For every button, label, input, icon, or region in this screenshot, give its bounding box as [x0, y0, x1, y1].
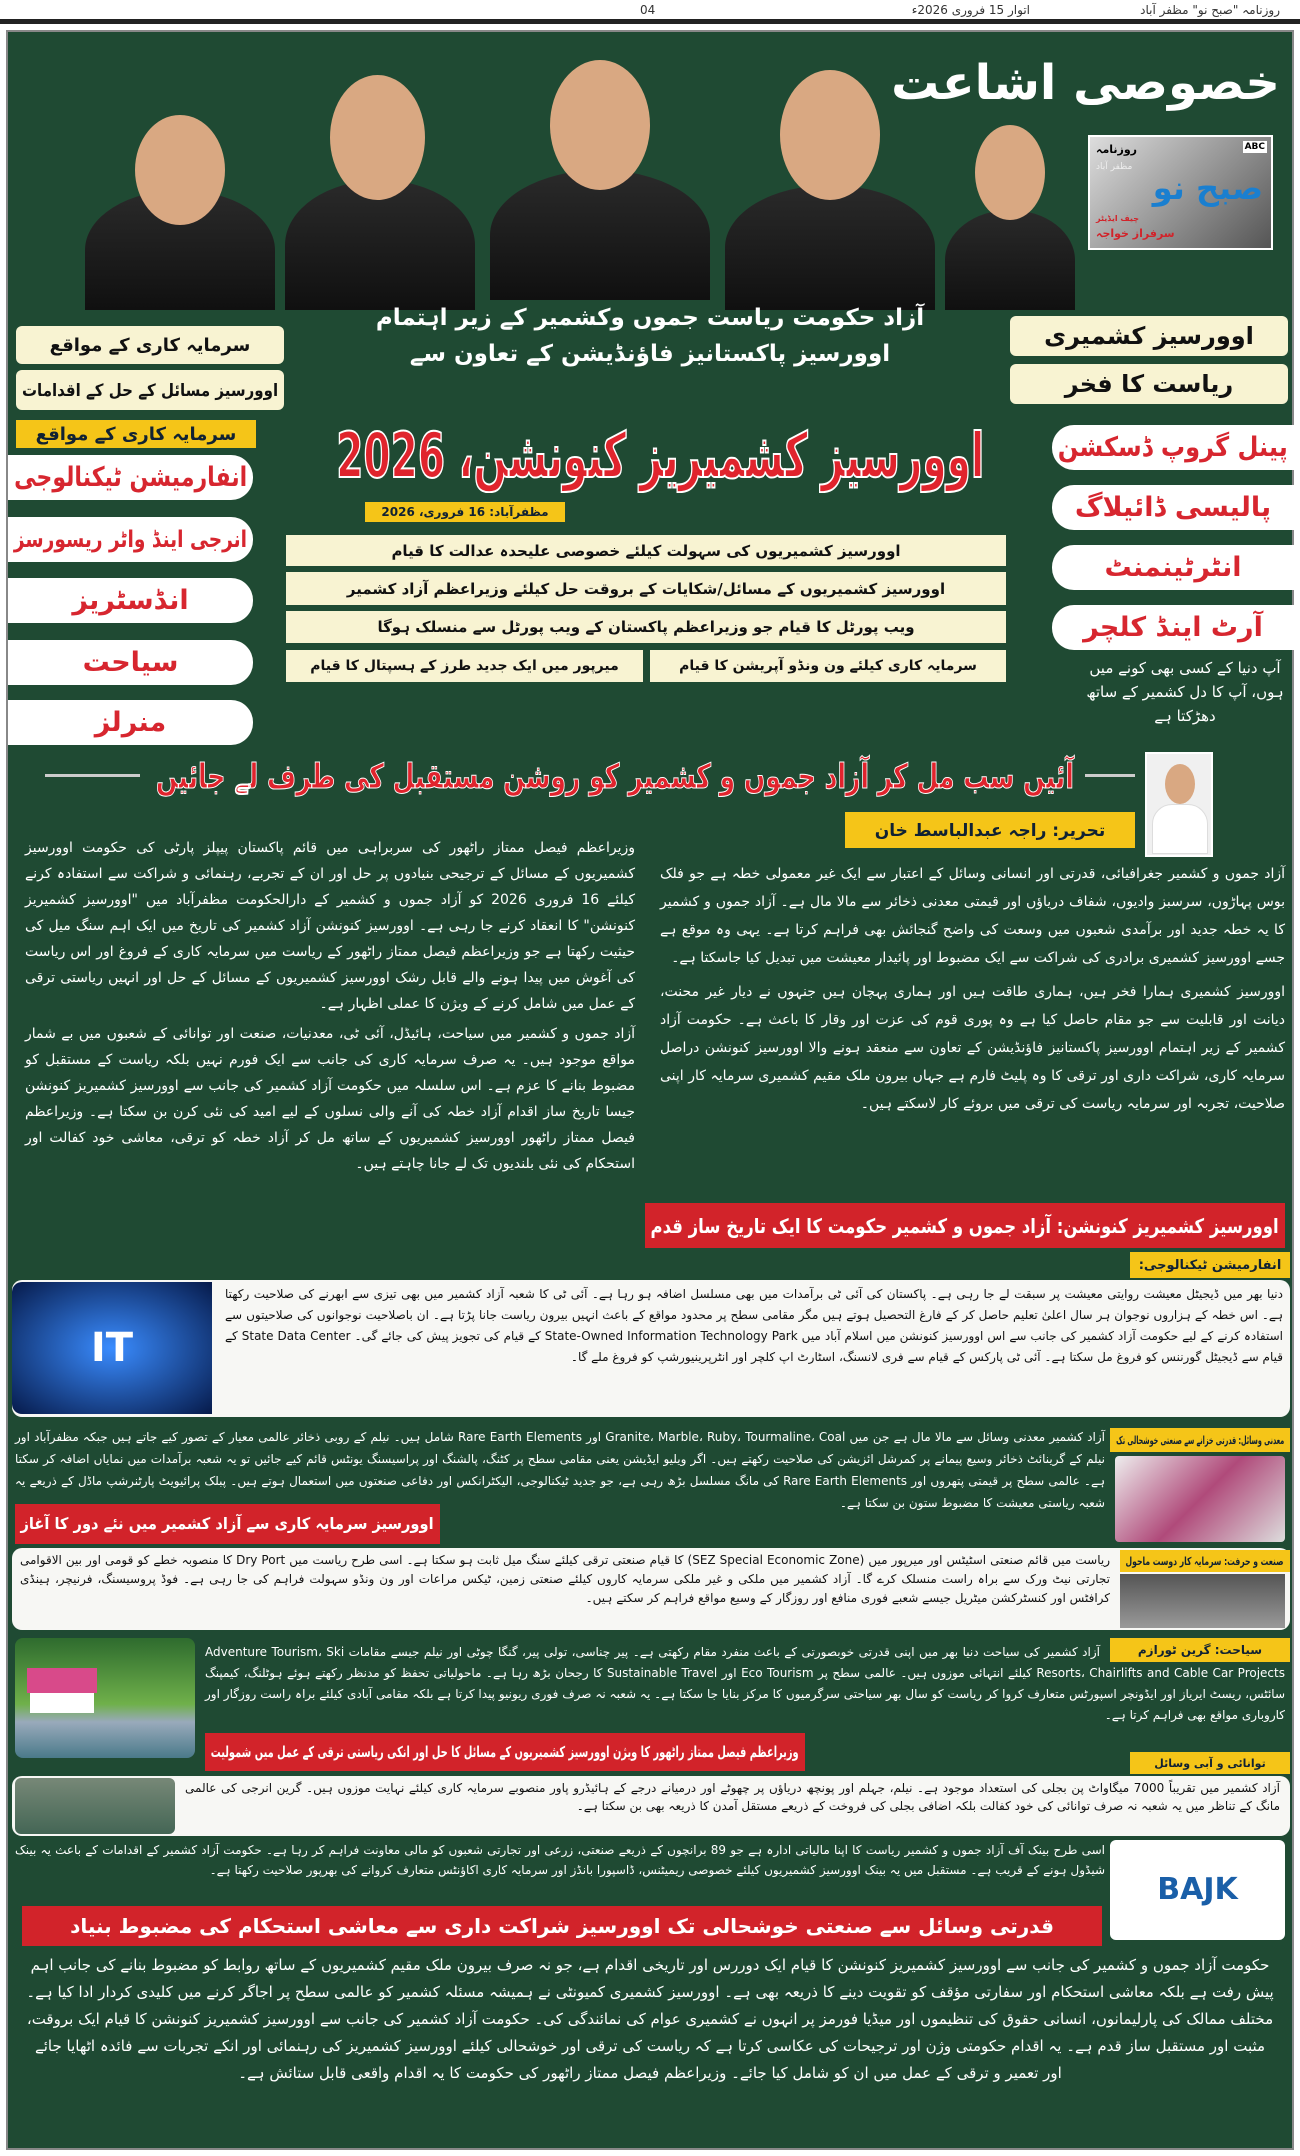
right-box-1	[1010, 316, 1288, 356]
special-edition-title: خصوصی اشاعت	[891, 55, 1280, 111]
opportunity-it	[8, 455, 253, 500]
opportunity-industries-text: انڈسٹریز	[72, 584, 189, 616]
leader-photo-1	[75, 100, 285, 310]
events-tagline: آپ دنیا کے کسی بھی کونے میں ہوں، آپ کا دل کشمیر کے ساتھ دھڑکتا ہے	[1086, 659, 1284, 725]
banner-historic-step	[645, 1203, 1285, 1248]
headline-text: آئیں سب مل کر آزاد جموں و کشمیر کو روشن مستقبل کی طرف لے جائیں	[155, 756, 1075, 797]
highlight-2	[286, 572, 1006, 605]
bajk-logo: BAJK	[1110, 1840, 1285, 1940]
section-label-minerals	[1110, 1428, 1290, 1452]
opportunity-energy	[8, 517, 253, 562]
opportunity-minerals-text: منرلز	[94, 706, 167, 738]
left-box-2-text: اوورسیز مسائل کے حل کے اقدامات	[21, 380, 279, 401]
logo-editor: سرفراز خواجہ	[1096, 227, 1175, 240]
banner-economic-foundation	[22, 1906, 1102, 1946]
right-box-2	[1010, 364, 1288, 404]
opportunity-it-text: انفارمیشن ٹیکنالوجی	[13, 461, 248, 493]
highlight-1	[286, 535, 1006, 566]
article-right-column	[660, 860, 1285, 1118]
section-label-it-text: انفارمیشن ٹیکنالوجی:	[1138, 1257, 1282, 1273]
highlight-3-text: ویب پورٹل کا قیام جو وزیراعظم پاکستان کے ویب پورٹل سے منسلک ہوگا	[377, 618, 915, 636]
highlight-4-text: سرمایہ کاری کیلئے ون ونڈو آپریشن کا قیام	[679, 658, 977, 674]
opportunities-heading	[16, 420, 256, 448]
event-art-culture	[1052, 605, 1294, 650]
date-tag-text: مظفرآباد: 16 فروری، 2026	[381, 505, 549, 519]
tourism-image	[15, 1638, 195, 1758]
spacer	[1100, 1642, 1285, 1663]
banner-new-era-text: اوورسیز سرمایہ کاری سے آزاد کشمیر میں نئے دور کا آغاز	[20, 1514, 435, 1533]
opportunities-heading-text: سرمایہ کاری کے مواقع	[35, 423, 237, 445]
intro-line-2	[300, 336, 1000, 372]
leader-photo-3	[480, 50, 720, 300]
left-box-2	[16, 370, 284, 410]
section-label-energy	[1130, 1752, 1290, 1774]
section-industry-text: ریاست میں قائم صنعتی اسٹیٹس اور میرپور میں (SEZ Special Economic Zone) کا قیام صنعتی ترقی کیلئے سنگ میل ثابت ہو سکتا ہے۔ اسی طرح ریاست میں Dry Port کا منصوبہ خطے کو قومی اور بین الاقوامی تجارتی نیٹ ورک سے براہ راست منسلک کرے گا۔ آزاد کشمیر میں ملکی و غیر ملکی سرمایہ کاروں کیلئے صنعتی زمین، ٹیکس مراعات اور ون ونڈو سہولت فراہم کی جا رہی ہے۔ فوڈ پروسیسنگ، فرنیچر، ہینڈی کرافٹس اور کنسٹرکشن میٹریل جیسے شعبے فوری منافع اور روزگار کے وسیع مواقع فراہم کر سکتے ہیں۔	[20, 1553, 1110, 1605]
intro-line-1	[300, 300, 1000, 336]
divider	[1085, 774, 1135, 777]
section-label-it	[1130, 1252, 1290, 1278]
article-right-p1: آزاد جموں و کشمیر جغرافیائی، قدرتی اور انسانی وسائل کے اعتبار سے ایک غیر معمولی خطہ ہے جو فلک بوس پہاڑوں، سرسبز وادیوں، شفاف دریاؤں اور قیمتی معدنی ذخائر سے مالا مال ہے۔ آزاد جموں و کشمیر کا یہ خطہ جدید اور برآمدی شعبوں میں وسعت کی واضح گنجائش بھی فراہم کرتا ہے۔ یہی وہ موقع ہے جسے اوورسیز کشمیری برادری کی شراکت سے ایک مضبوط اور پائیدار معیشت میں تبدیل کیا جاسکتا ہے۔	[660, 866, 1285, 966]
dam-image	[15, 1778, 175, 1834]
page-number: 04	[640, 3, 656, 17]
byline-text: تحریر: راجہ عبدالباسط خان	[874, 820, 1106, 841]
logo-editor-label: چیف ایڈیٹر	[1096, 214, 1139, 223]
event-art-culture-text: آرٹ اینڈ کلچر	[1083, 611, 1263, 643]
intro	[300, 300, 1000, 372]
highlight-4	[650, 650, 1006, 682]
intro-line-1-text: آزاد حکومت ریاست جموں وکشمیر کے زیر اہتمام	[375, 305, 925, 331]
opportunity-energy-text: انرجی اینڈ واٹر ریسورسز	[13, 526, 248, 553]
highlight-3	[286, 611, 1006, 643]
section-label-industry-text: صنعت و حرفت: سرمایہ کار دوست ماحول	[1125, 1554, 1285, 1568]
highlight-5-text: میرپور میں ایک جدید طرز کے ہسپتال کا قیام	[310, 658, 619, 674]
event-panel-discussion	[1052, 425, 1294, 470]
date-tag	[365, 502, 565, 522]
section-tourism-text: آزاد کشمیر کی سیاحت دنیا بھر میں اپنی قدرتی خوبصورتی کے باعث منفرد مقام رکھتی ہے۔ پیر چناسی، تولی پیر، گنگا چوٹی اور نیلم جیسے مقامات Adventure Tourism، Ski Resorts، Chairlifts and Cable Car Projects کیلئے انتہائی موزوں ہیں۔ عالمی سطح پر Eco Tourism اور Sustainable Travel کا رجحان بڑھ رہا ہے۔ ماحولیاتی تحفظ کو مدنظر رکھتے ہوئے ہوٹلنگ، کیمپنگ سائٹس، ریسٹ ایریاز اور ایڈونچر اسپورٹس متعارف کروا کر ریاست کو سال بھر سیاحتی سرگرمیوں کا مرکز بنایا جا سکتا ہے۔ یہ شعبہ نہ صرف فوری ریونیو پیدا کرتا ہے بلکہ مقامی آبادی کیلئے براہ راست روزگار اور کاروباری مواقع بھی فراہم کرتا ہے۔	[205, 1645, 1285, 1722]
banner-pm-vision-text: وزیراعظم فیصل ممتاز راٹھور کا ویژن اوورسیز کشمیریوں کے مسائل کا حل اور انکی ریاستی ترقی کے عمل میں شمولیت	[211, 1742, 799, 1761]
intro-line-2-text: اوورسیز پاکستانیز فاؤنڈیشن کے تعاون سے	[409, 341, 891, 367]
conclusion: حکومت آزاد جموں و کشمیر کی جانب سے اوورسیز کشمیریز کنونشن کا قیام ایک دوررس اور تاریخی اقدام ہے، جو نہ صرف بیرون ملک مقیم کشمیریوں کے ساتھ روابط کو مضبوط بنانے کی جانب اہم پیش رفت ہے بلکہ معاشی استحکام اور سفارتی مؤقف کو تقویت دینے کا ذریعہ بھی ہے۔ اوورسیز کشمیری کمیونٹی نے ہمیشہ مسئلہ کشمیر کو عالمی سطح پر اجاگر کرنے میں کلیدی کردار ادا کیا ہے۔ مختلف ممالک کی پارلیمانوں، انسانی حقوق کی تنظیموں اور میڈیا فورمز پر انہوں نے کشمیری عوام کی نمائندگی کی۔ حکومت آزاد کشمیر کی جانب سے اوورسیز کشمیریز کنونشن کا قیام ایک بروقت، مثبت اور مستقبل ساز قدم ہے۔ یہ اقدام حکومتی وژن اور ترجیحات کی عکاسی کرتا ہے کہ ریاست کی ترقی اور خوشحالی کیلئے اوورسیز کشمیریز کی رہنمائی اور انکے تجربات سے فائدہ اٹھایا جائے اور تعمیر و ترقی کے عمل میں ان کو شامل کیا جائے۔ وزیراعظم فیصل ممتاز راٹھور کی حکومت کا یہ اقدام واقعی قابل ستائش ہے۔	[26, 1956, 1274, 2082]
ruby-image	[1115, 1456, 1285, 1542]
section-energy-text: آزاد کشمیر میں تقریباً 7000 میگاواٹ پن بجلی کی استعداد موجود ہے۔ نیلم، جہلم اور پونچھ دریاؤں پر چھوٹے اور درمیانے درجے کے ہائیڈرو پاور منصوبے سرمایہ کاری کیلئے نہایت موزوں ہیں۔ گرین انرجی کی عالمی مانگ کے تناظر میں یہ شعبہ نہ صرف توانائی کی خود کفالت بلکہ اضافی بجلی کی فروخت کے ذریعے مستقل آمدن کا ذریعہ بھی بن سکتا ہے۔	[185, 1781, 1280, 1813]
banner-historic-step-text: اوورسیز کشمیریز کنونشن: آزاد جموں و کشمیر حکومت کا ایک تاریخ ساز قدم	[650, 1213, 1280, 1238]
banner-economic-foundation-text: قدرتی وسائل سے صنعتی خوشحالی تک اوورسیز شراکت داری سے معاشی استحکام کی مضبوط بنیاد	[70, 1914, 1054, 1938]
event-policy-dialogue	[1052, 485, 1294, 530]
banner-new-era	[15, 1504, 440, 1544]
event-entertainment-text: انٹرٹینمنٹ	[1104, 551, 1242, 583]
opportunity-tourism-text: سیاحت	[82, 646, 179, 678]
section-label-energy-text: توانائی و آبی وسائل	[1154, 1756, 1266, 1770]
logo-city: مظفر آباد	[1096, 162, 1133, 172]
event-panel-discussion-text: پینل گروپ ڈسکشن	[1057, 431, 1288, 463]
divider	[45, 774, 140, 777]
factory-image	[1120, 1574, 1285, 1628]
logo-name: صبح نو	[1152, 169, 1263, 207]
author-photo	[1145, 752, 1213, 857]
abc-badge: ABC	[1244, 142, 1265, 152]
article-left-p1: وزیراعظم فیصل ممتاز راٹھور کی سربراہی میں قائم پاکستان پیپلز پارٹی کی حکومت اوورسیز کشمیریوں کے مسائل کے ترجیحی بنیادوں پر حل اور ان کے تجربے، رہنمائی و شراکت سے استفادہ کرنے کیلئے 16 فروری 2026 کو آزاد جموں و کشمیر کے دارالحکومت مظفرآباد میں "اوورسیز کشمیریز کنونشن" کا انعقاد کرنے جا رہی ہے۔ اوورسیز کنونشن آزاد کشمیر کی تاریخ میں ایک اہم سنگ میل کی حیثیت رکھتا ہے جو وزیراعظم فیصل ممتاز راٹھور کے ریاست میں سرمایہ کاری کے فروغ اور اس ریاست کی آغوش میں پیدا ہونے والے قابل رشک اوورسیز کشمیریوں کے مسائل کے حل اور انہیں ریاستی ترقی کے عمل میں شامل کرنے کے ویژن کا عملی اظہار ہے۔	[25, 840, 636, 1012]
left-box-1-text: سرمایہ کاری کے مواقع	[49, 334, 251, 356]
event-entertainment	[1052, 545, 1294, 590]
right-box-2-text: ریاست کا فخر	[1064, 370, 1234, 398]
section-label-industry	[1120, 1550, 1290, 1572]
issue-date: اتوار 15 فروری 2026ء	[911, 3, 1030, 17]
newspaper-logo	[1088, 135, 1273, 250]
main-title	[330, 412, 990, 498]
section-minerals-text: آزاد کشمیر معدنی وسائل سے مالا مال ہے جن میں Granite، Marble، Ruby، Tourmaline، Coal اور Rare Earth Elements شامل ہیں۔ نیلم کے روبی ذخائر عالمی معیار کے تصور کیے جاتے ہیں جبکہ مظفرآباد اور نیلم کے گرینائٹ ذخائر وسیع پیمانے پر کمرشل ائزیشن کی صلاحیت رکھتے ہیں۔ اگر ویلیو ایڈیشن یعنی مقامی سطح پر کٹنگ، پالشنگ اور پراسیسنگ یونٹس قائم کیے جائیں تو یہ شعبہ برآمدات میں نمایاں اضافہ کر سکتا ہے۔ عالمی سطح پر قیمتی پتھروں اور Rare Earth Elements کی مانگ مسلسل بڑھ رہی ہے، جو جدید ٹیکنالوجی، الیکٹرانکس اور دفاعی صنعتوں میں استعمال ہوتے ہیں۔ پبلک پرائیویٹ پارٹنرشپ ماڈل کے ذریعے یہ شعبہ ریاستی معیشت کا مضبوط ستون بن سکتا ہے۔	[15, 1430, 1106, 1510]
logo-prefix: روزنامہ	[1096, 143, 1138, 156]
highlight-5	[286, 650, 643, 682]
section-it-text: دنیا بھر میں ڈیجیٹل معیشت روایتی معیشت پر سبقت لے جا رہی ہے۔ پاکستان کی آئی ٹی برآمدات میں بھی مسلسل اضافہ ہو رہا ہے۔ آئی ٹی کا شعبہ آزاد کشمیر میں بھی تیزی سے ابھرنے کی صلاحیت رکھتا ہے۔ اس خطہ کے ہزاروں نوجوان ہر سال اعلیٰ تعلیم حاصل کر کے فارغ التحصیل ہوتے ہیں مگر مقامی سطح پر محدود مواقع کے باعث انہیں بیرون ریاست جانا پڑتا ہے۔ ان باصلاحیت نوجوانوں کی صلاحیتوں سے استفادہ کرنے کے لیے حکومت آزاد کشمیر کی جانب سے اس اوورسیز کنونشن میں اسلام آباد میں State-Owned Information Technology Park کے قیام کی تجویز پیش کی جائے گی۔ State Data Center کے قیام سے ڈیجیٹل گورننس کو فروغ مل سکتا ہے۔ آئی ٹی پارکس کے قیام سے فری لانسنگ، اسٹارٹ اپ کلچر اور انٹرپرینیورشپ کو فروغ ملے گا۔	[225, 1287, 1284, 1364]
it-image: IT	[12, 1282, 212, 1414]
leader-photo-2	[280, 60, 480, 310]
highlight-1-text: اوورسیز کشمیریوں کی سہولت کیلئے خصوصی علیحدہ عدالت کا قیام	[391, 541, 901, 560]
paper-name: روزنامہ "صبح نو" مظفر آباد	[1140, 3, 1280, 17]
opportunity-tourism	[8, 640, 253, 685]
section-label-tourism-text: سیاحت: گرین ٹورازم	[1137, 1643, 1263, 1657]
section-tourism	[205, 1642, 1285, 1771]
opportunity-industries	[8, 578, 253, 623]
article-left-p2: آزاد جموں و کشمیر میں سیاحت، ہائیڈل، آئی ٹی، معدنیات، صنعت اور توانائی کے شعبوں میں بے شمار مواقع موجود ہیں۔ یہ صرف سرمایہ کاری کی جانب سے ایک فورم نہیں بلکہ ریاست کے مستقبل کو مضبوط بنانے کا عزم ہے۔ اس سلسلہ میں حکومت آزاد کشمیر کی جانب سے اوورسیز کشمیریز کنونشن جیسا تاریخ ساز اقدام آزاد خطہ کی آنے والی نسلوں کے لیے امید کی نئی کرن بن سکتا ہے۔ وزیراعظم فیصل ممتاز راٹھور اوورسیز کشمیریوں کے ساتھ مل کر آزاد خطہ کو ترقی، معاشی خود کفالت اور استحکام کی نئی بلندیوں تک لے جانا چاہتے ہیں۔	[25, 1026, 635, 1172]
leader-photo-5	[940, 110, 1080, 310]
article-right-p2: اوورسیز کشمیری ہمارا فخر ہیں، ہماری طاقت ہیں اور ہماری پہچان ہیں جنہوں نے دیار غیر محنت، دیانت اور قابلیت سے جو مقام حاصل کیا ہے وہ پوری قوم کی عزت اور وقار کا باعث ہے۔ حکومت آزاد کشمیر کے زیر اہتمام اوورسیز پاکستانیز فاؤنڈیشن کے تعاون سے منعقد ہونے والا اوورسیز کنونشن دراصل سرمایہ کاری، شراکت داری اور ترقی کا وہ پلیٹ فارم ہے جہاں بیرون ملک مقیم کشمیری سرمایہ کار اپنی صلاحیت، تجربہ اور سرمایہ ریاست کی ترقی میں بروئے کار لاسکتے ہیں۔	[660, 984, 1285, 1112]
right-box-1-text: اوورسیز کشمیری	[1044, 322, 1254, 350]
leader-photo-4	[720, 55, 940, 310]
section-label-minerals-text: معدنی وسائل: قدرتی خزانے سے صنعتی خوشحالی تک	[1115, 1433, 1285, 1447]
section-minerals	[15, 1426, 1105, 1544]
highlight-2-text: اوورسیز کشمیریوں کے مسائل/شکایات کے بروقت حل کیلئے وزیراعظم آزاد کشمیر	[346, 579, 946, 598]
main-title-text: اوورسیز کشمیریز کنونشن، 2026	[335, 418, 984, 492]
left-box-1	[16, 326, 284, 364]
page-header	[0, 0, 1300, 24]
section-bajk-text: اسی طرح بینک آف آزاد جموں و کشمیر ریاست کا اپنا مالیاتی ادارہ ہے جو 89 برانچوں کے ذریعے صنعتی، زرعی اور تجارتی شعبوں کو مالی معاونت فراہم کر رہا ہے۔ حکومت آزاد کشمیر کے اقدامات کے باعث یہ بینک شیڈول ہونے کے قریب ہے۔ مستقبل میں یہ بینک اوورسیز کشمیریوں کیلئے خصوصی ریمیٹنس، ڈاسپورا بانڈز اور سرمایہ کاری اکاؤنٹس متعارف کروانے کی بھرپور صلاحیت رکھتا ہے۔	[15, 1843, 1105, 1877]
opportunity-minerals	[8, 700, 253, 745]
byline	[845, 812, 1135, 848]
article-left-column	[25, 835, 635, 1177]
headline	[150, 750, 1080, 802]
banner-pm-vision	[205, 1733, 805, 1771]
event-policy-dialogue-text: پالیسی ڈائیلاگ	[1074, 491, 1272, 523]
